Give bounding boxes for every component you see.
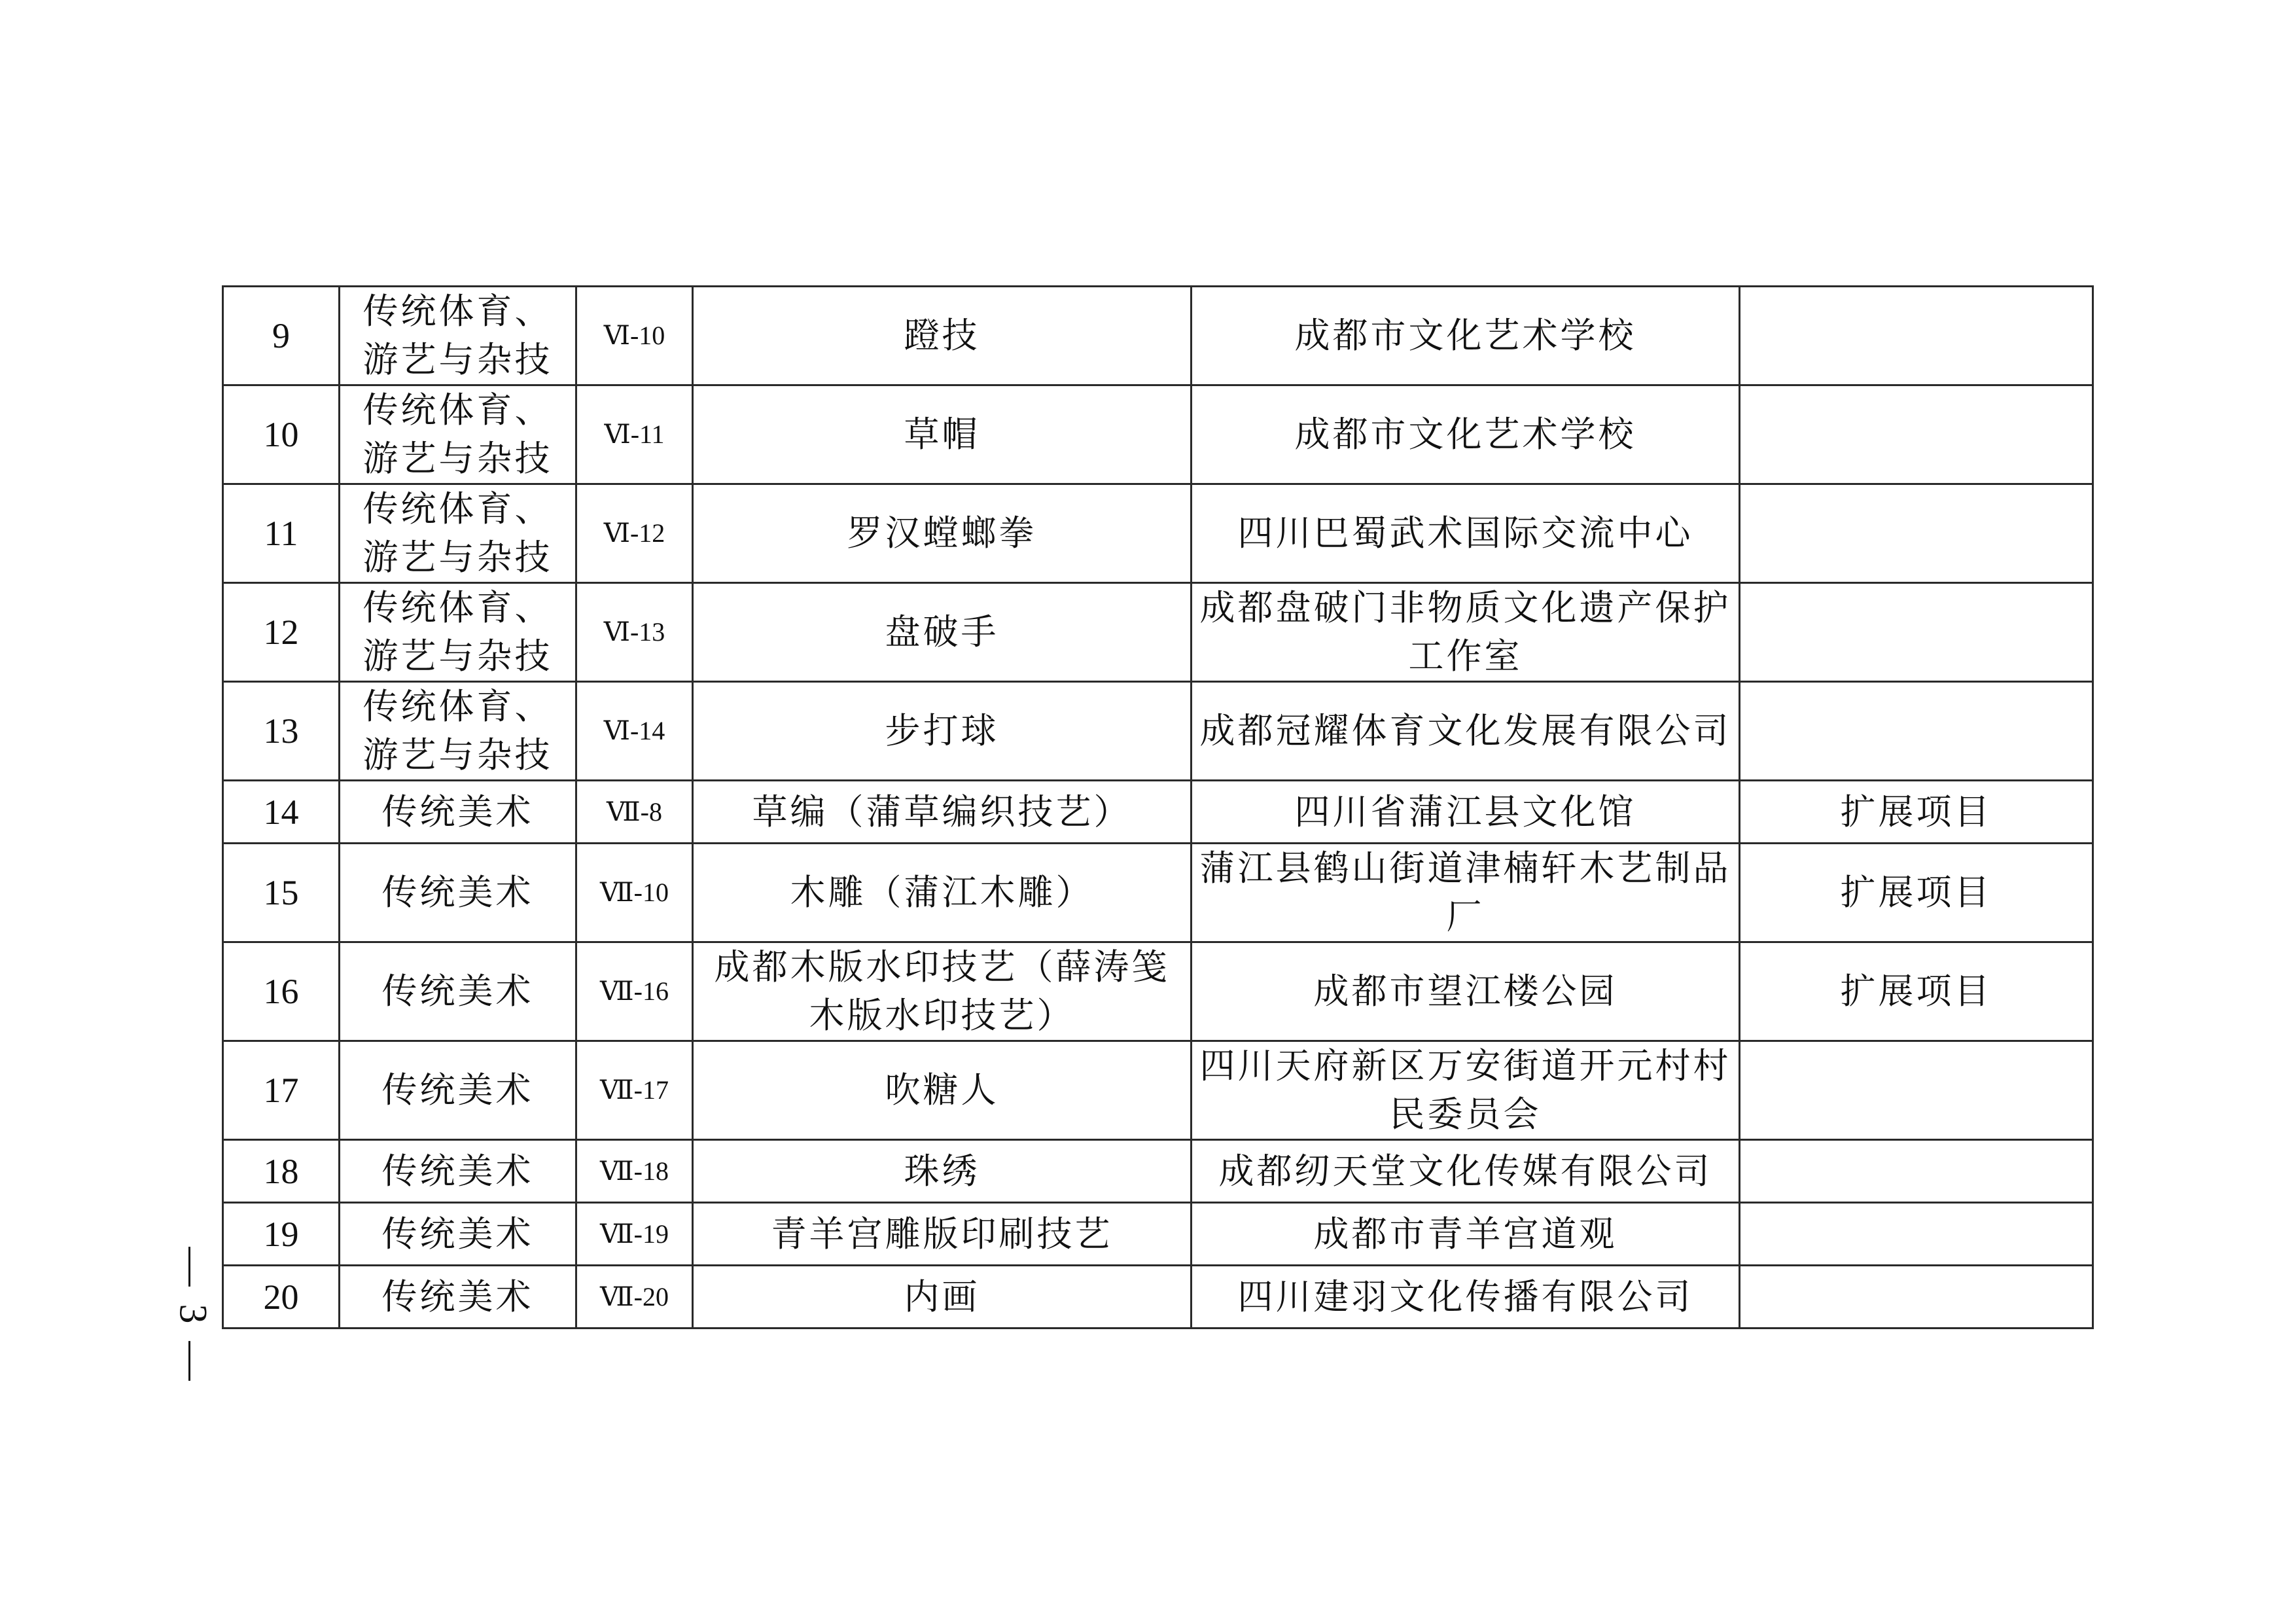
table-row [223, 484, 2093, 583]
code-cell: Ⅶ-20 [576, 1266, 693, 1329]
table-row [223, 583, 2093, 682]
seq-cell: 14 [223, 781, 340, 844]
seq-cell: 9 [223, 287, 340, 385]
unit-cell: 成都市青羊宫道观 [1192, 1203, 1740, 1266]
unit-cell: 成都冠耀体育文化发展有限公司 [1192, 682, 1740, 781]
category-cell: 传统美术 [340, 844, 576, 942]
unit-cell: 四川省蒲江县文化馆 [1192, 781, 1740, 844]
note-cell [1740, 287, 2093, 385]
unit-cell: 成都纫天堂文化传媒有限公司 [1192, 1140, 1740, 1203]
note-cell [1740, 583, 2093, 682]
project-cell: 青羊宫雕版印刷技艺 [693, 1203, 1192, 1266]
unit-cell: 四川天府新区万安街道开元村村民委员会 [1192, 1041, 1740, 1140]
unit-cell: 成都市文化艺术学校 [1192, 287, 1740, 385]
code-cell: Ⅵ-11 [576, 385, 693, 484]
seq-cell: 13 [223, 682, 340, 781]
unit-cell: 成都盘破门非物质文化遗产保护工作室 [1192, 583, 1740, 682]
table-row [223, 682, 2093, 781]
project-cell: 罗汉螳螂拳 [693, 484, 1192, 583]
note-cell [1740, 484, 2093, 583]
category-cell: 传统美术 [340, 1203, 576, 1266]
category-cell: 传统体育、游艺与杂技 [340, 682, 576, 781]
category-cell: 传统美术 [340, 1266, 576, 1329]
unit-cell: 四川巴蜀武术国际交流中心 [1192, 484, 1740, 583]
note-cell [1740, 682, 2093, 781]
project-cell: 草编（蒲草编织技艺） [693, 781, 1192, 844]
page-number-text: — 3 — [171, 1247, 215, 1384]
category-cell: 传统体育、游艺与杂技 [340, 484, 576, 583]
project-cell: 木雕（蒲江木雕） [693, 844, 1192, 942]
note-cell [1740, 1266, 2093, 1329]
code-cell: Ⅶ-8 [576, 781, 693, 844]
code-cell: Ⅶ-16 [576, 942, 693, 1041]
seq-cell: 19 [223, 1203, 340, 1266]
table-row [223, 781, 2093, 844]
unit-cell: 蒲江县鹤山街道津楠轩木艺制品厂 [1192, 844, 1740, 942]
note-cell: 扩展项目 [1740, 942, 2093, 1041]
code-cell: Ⅵ-10 [576, 287, 693, 385]
seq-cell: 15 [223, 844, 340, 942]
table-row [223, 844, 2093, 942]
note-cell: 扩展项目 [1740, 844, 2093, 942]
seq-cell: 17 [223, 1041, 340, 1140]
code-cell: Ⅶ-18 [576, 1140, 693, 1203]
category-cell: 传统美术 [340, 942, 576, 1041]
project-cell: 步打球 [693, 682, 1192, 781]
registry-table [222, 285, 2094, 1329]
category-cell: 传统美术 [340, 781, 576, 844]
project-cell: 内画 [693, 1266, 1192, 1329]
category-cell: 传统体育、游艺与杂技 [340, 287, 576, 385]
seq-cell: 12 [223, 583, 340, 682]
code-cell: Ⅶ-10 [576, 844, 693, 942]
category-cell: 传统美术 [340, 1041, 576, 1140]
table-row [223, 1203, 2093, 1266]
table-row [223, 1140, 2093, 1203]
table-row [223, 385, 2093, 484]
unit-cell: 成都市望江楼公园 [1192, 942, 1740, 1041]
code-cell: Ⅵ-14 [576, 682, 693, 781]
project-cell: 草帽 [693, 385, 1192, 484]
code-cell: Ⅶ-19 [576, 1203, 693, 1266]
category-cell: 传统美术 [340, 1140, 576, 1203]
table-row [223, 942, 2093, 1041]
project-cell: 珠绣 [693, 1140, 1192, 1203]
project-cell: 吹糖人 [693, 1041, 1192, 1140]
table-row [223, 287, 2093, 385]
code-cell: Ⅶ-17 [576, 1041, 693, 1140]
category-cell: 传统体育、游艺与杂技 [340, 385, 576, 484]
unit-cell: 成都市文化艺术学校 [1192, 385, 1740, 484]
note-cell [1740, 1140, 2093, 1203]
project-cell: 成都木版水印技艺（薛涛笺木版水印技艺） [693, 942, 1192, 1041]
code-cell: Ⅵ-13 [576, 583, 693, 682]
project-cell: 蹬技 [693, 287, 1192, 385]
table-row [223, 1041, 2093, 1140]
unit-cell: 四川建羽文化传播有限公司 [1192, 1266, 1740, 1329]
seq-cell: 10 [223, 385, 340, 484]
seq-cell: 16 [223, 942, 340, 1041]
note-cell [1740, 1041, 2093, 1140]
seq-cell: 11 [223, 484, 340, 583]
table-row [223, 1266, 2093, 1329]
seq-cell: 20 [223, 1266, 340, 1329]
note-cell [1740, 385, 2093, 484]
note-cell [1740, 1203, 2093, 1266]
category-cell: 传统体育、游艺与杂技 [340, 583, 576, 682]
note-cell: 扩展项目 [1740, 781, 2093, 844]
code-cell: Ⅵ-12 [576, 484, 693, 583]
project-cell: 盘破手 [693, 583, 1192, 682]
page-number [170, 1243, 216, 1387]
seq-cell: 18 [223, 1140, 340, 1203]
